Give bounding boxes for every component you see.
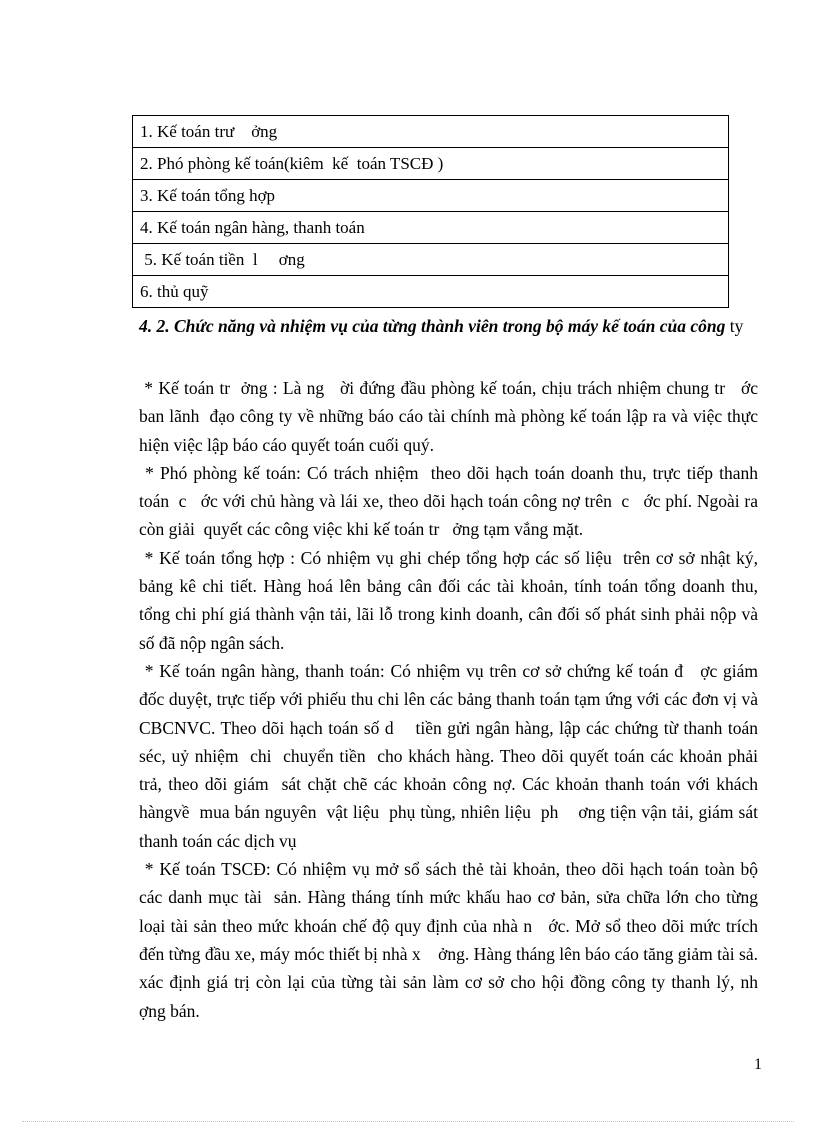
table-cell: 3. Kế toán tổng hợp [133, 180, 729, 212]
table-row [133, 116, 729, 148]
paragraph-general-accountant: * Kế toán tổng hợp : Có nhiệm vụ ghi chép tổng hợp các số liệu trên cơ sở nhật ký, bảng kê chi tiết. Hàng hoá lên bảng cân đối các tài khoản, tính toán tổng doanh thu, tổng chi phí giá thành vận tải, lãi lỗ trong kinh doanh, cân đối số phát sinh phải nộp và số đã nộp ngân sách. [139, 547, 763, 653]
table-row [133, 148, 729, 180]
table-cell: 4. Kế toán ngân hàng, thanh toán [133, 212, 729, 244]
table-cell: 6. thủ quỹ [133, 276, 729, 308]
paragraph-fixed-asset-accountant: * Kế toán TSCĐ: Có nhiệm vụ mở sổ sách thẻ tài khoản, theo dõi hạch toán toàn bộ các danh mục tài sản. Hàng tháng tính mức khấu hao cơ bản, sửa chữa lớn cho từng loại tài sản theo mức khoán chế độ quy định của nhà n ớc. Mở sổ theo dõi mức trích đến từng đầu xe, máy móc thiết bị nhà x ởng. Hàng tháng lên báo cáo tăng giảm tài sả. xác định giá trị còn lại của từng tài sản làm cơ sở cho hội đồng công ty thanh lý, nh ợng bán. [139, 859, 776, 1021]
table-cell: 2. Phó phòng kế toán(kiêm kế toán TSCĐ ) [133, 148, 729, 180]
page-bottom-divider [22, 1121, 794, 1122]
section-heading [139, 312, 749, 341]
section-heading-main: 4. 2. Chức năng và nhiệm vụ của từng thành viên trong bộ máy kế toán của công [139, 316, 726, 336]
body-text [139, 374, 776, 1025]
table-row [133, 244, 729, 276]
paragraph-deputy-head: * Phó phòng kế toán: Có trách nhiệm theo dõi hạch toán doanh thu, trực tiếp thanh toán c ớc với chủ hàng và lái xe, theo dõi hạch toán công nợ trên c ớc phí. Ngoài ra còn giải quyết các công việc khi kế toán tr ởng tạm vắng mặt. [139, 462, 763, 540]
table-row [133, 212, 729, 244]
table-cell: 1. Kế toán trư ởng [133, 116, 729, 148]
table-row [133, 276, 729, 308]
accounting-staff-table [132, 115, 729, 308]
table-row [133, 180, 729, 212]
paragraph-bank-accountant: * Kế toán ngân hàng, thanh toán: Có nhiệm vụ trên cơ sở chứng kế toán đ ợc giám đốc duyệt, trực tiếp với phiếu thu chi lên các bảng thanh toán tạm ứng với các đơn vị và CBCNVC. Theo dõi hạch toán số d tiền gửi ngân hàng, lập các chứng từ thanh toán séc, uỷ nhiệm chi chuyển tiền cho khách hàng. Theo dõi quyết toán các khoản phải trả, theo dõi giám sát chặt chẽ các khoản công nợ. Các khoản thanh toán với khách hàngvề mua bán nguyên vật liệu phụ tùng, nhiên liệu ph ơng tiện vận tải, giám sát thanh toán các dịch vụ [139, 660, 763, 851]
page-number: 1 [754, 1056, 762, 1073]
section-heading-tail: ty [725, 316, 744, 336]
table-cell: 5. Kế toán tiền l ơng [133, 244, 729, 276]
paragraph-chief-accountant: * Kế toán tr ởng : Là ng ời đứng đầu phòng kế toán, chịu trách nhiệm chung tr ớc ban lãnh đạo công ty về những báo cáo tài chính mà phòng kế toán lập ra và việc thực hiện việc lập báo cáo quyết toán cuối quý. [139, 378, 763, 455]
